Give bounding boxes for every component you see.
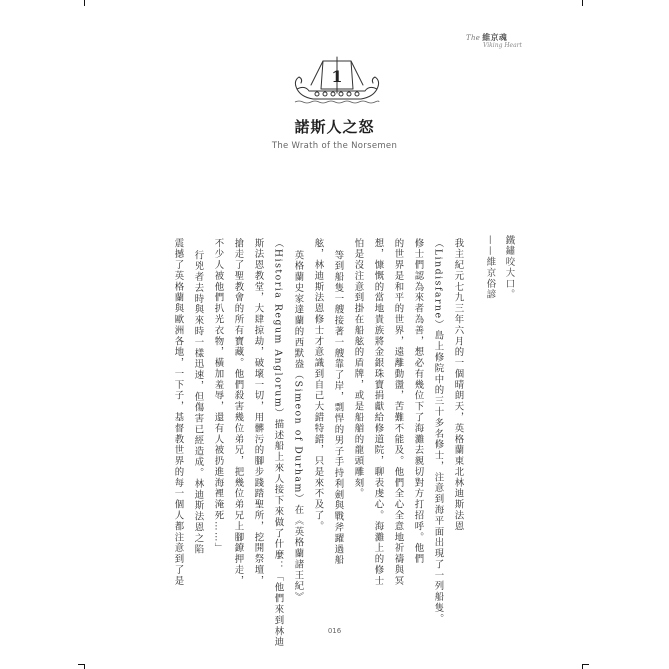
crop-mark-bottom-left-v [84, 664, 85, 669]
body-column: 搶走了聖教會的所有寶藏。他們殺害幾位弟兄，把幾位弟兄上腳鐐押走， [232, 238, 244, 587]
body-column: 震撼了英格蘭與歐洲各地，一下子，基督教世界的每一個人都注意到了是 [172, 238, 184, 587]
body-column: 舷，林迪斯法恩修士才意識到自己大錯特錯，只是來不及了。 [312, 238, 324, 533]
running-header-subtitle: Viking Heart [483, 42, 522, 49]
epigraph-source: ——維京俗諺 [484, 235, 496, 301]
body-column: 我主紀元七九三年六月的一個晴朗天，英格蘭東北林迪斯法恩 [452, 238, 464, 533]
running-header-prefix: The [466, 34, 481, 42]
body-column: 怕是沒注意到掛在船舷的盾牌，或是船艏的龍頭雕刻。 [352, 238, 364, 500]
body-column: （Historia Regum Anglorum）描述船上來人接下來做了什麼：「他們來到林迪 [272, 238, 284, 648]
viking-ship-icon [287, 55, 387, 105]
crop-mark-bottom-right-v [582, 664, 583, 669]
crop-mark-top-right [582, 0, 583, 6]
body-column: 想，慷慨的當地貴族將金銀珠寶捐獻給修道院，聊表虔心。海灘上的修士 [372, 238, 384, 587]
body-column: 的世界是和平的世界，遠離動盪，苦難不能及。他們全心全意地祈禱與冥 [392, 238, 404, 587]
epigraph-quote: 鐵鏽咬大口。 [503, 235, 515, 301]
running-header-title: 維京魂 [482, 32, 508, 42]
body-column: （Lindisfarne）島上修院中的三十多名修士，注意到海平面出現了一列船隻。 [432, 238, 444, 625]
body-column: 斯法恩教堂，大肆掠劫，破壞一切，用髒污的腳步踐踏聖所，挖開祭壇， [252, 238, 264, 587]
crop-mark-bottom-right-h [582, 664, 589, 665]
page-number: 016 [327, 627, 342, 635]
body-column: 英格蘭史家達蘭的西默盎（Simeon of Durham）在《英格蘭諸王紀》 [292, 250, 304, 603]
body-column: 行兇者去時與來時一樣迅速，但傷害已經造成。林迪斯法恩之陷 [192, 250, 204, 555]
body-column: 等到船隻一艘接著一艘靠了岸，剽悍的男子手持利劍與戰斧躍過船 [332, 250, 344, 566]
chapter-number: 1 [331, 67, 343, 86]
crop-mark-top-left [84, 0, 85, 6]
body-column: 修士們認為來者為善，想必有幾位下了海灘去親切對方打招呼。他們 [412, 238, 424, 565]
body-column: 不少人被他們扒光衣物，橫加羞辱，還有人被扔進海裡淹死……」 [212, 238, 224, 554]
chapter-title: 諾斯人之怒 [294, 118, 375, 136]
chapter-subtitle: The Wrath of the Norsemen [271, 141, 398, 151]
